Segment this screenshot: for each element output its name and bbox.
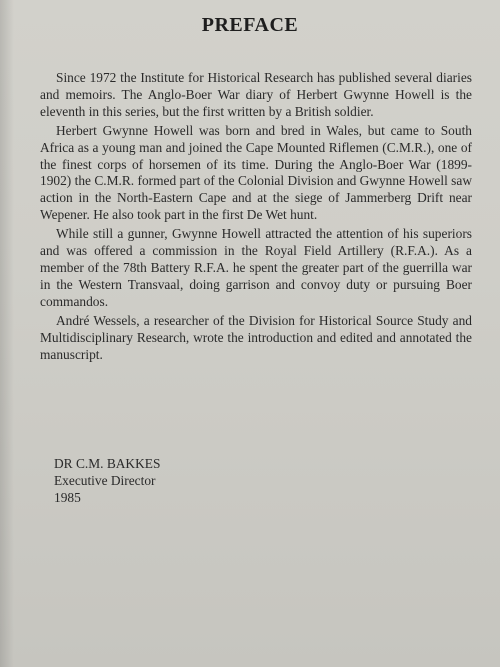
signatory-name: DR C.M. BAKKES: [54, 456, 161, 471]
paragraph-3: While still a gunner, Gwynne Howell attracted the attention of his superiors and was offered a commission in the Royal Field Artillery (R.F.A.). As a member of the 78th Battery R.F.A. he spent the greater part of the guerrilla war in the Western Transvaal, doing garrison and convoy duty or pursuing Boer commandos.: [40, 226, 472, 309]
page-title: PREFACE: [201, 14, 299, 36]
paragraph-4: André Wessels, a researcher of the Division for Historical Source Study and Multidisciplinary Research, wrote the introduction and edited and annotated the manuscript.: [40, 312, 472, 362]
signature-block: [54, 455, 160, 506]
page-edge-shadow: [0, 0, 14, 667]
signatory-position: Executive Director: [54, 473, 156, 488]
preface-body: [40, 70, 472, 365]
paragraph-2: Herbert Gwynne Howell was born and bred in Wales, but came to South Africa as a young man and joined the Cape Mounted Riflemen (C.M.R.), one of the finest corps of horsemen of its time. During the Anglo-Boer War (1899-1902) the C.M.R. formed part of the Colonial Division and Gwynne Howell saw action in the North-Eastern Cape and at the siege of Jammerberg Drift near Wepener. He also took part in the first De Wet hunt.: [40, 122, 472, 223]
signature-year: 1985: [54, 490, 81, 505]
paragraph-1: Since 1972 the Institute for Historical Research has published several diaries and memoirs. The Anglo-Boer War diary of Herbert Gwynne Howell is the eleventh in this series, but the first written by a British soldier.: [40, 70, 472, 119]
